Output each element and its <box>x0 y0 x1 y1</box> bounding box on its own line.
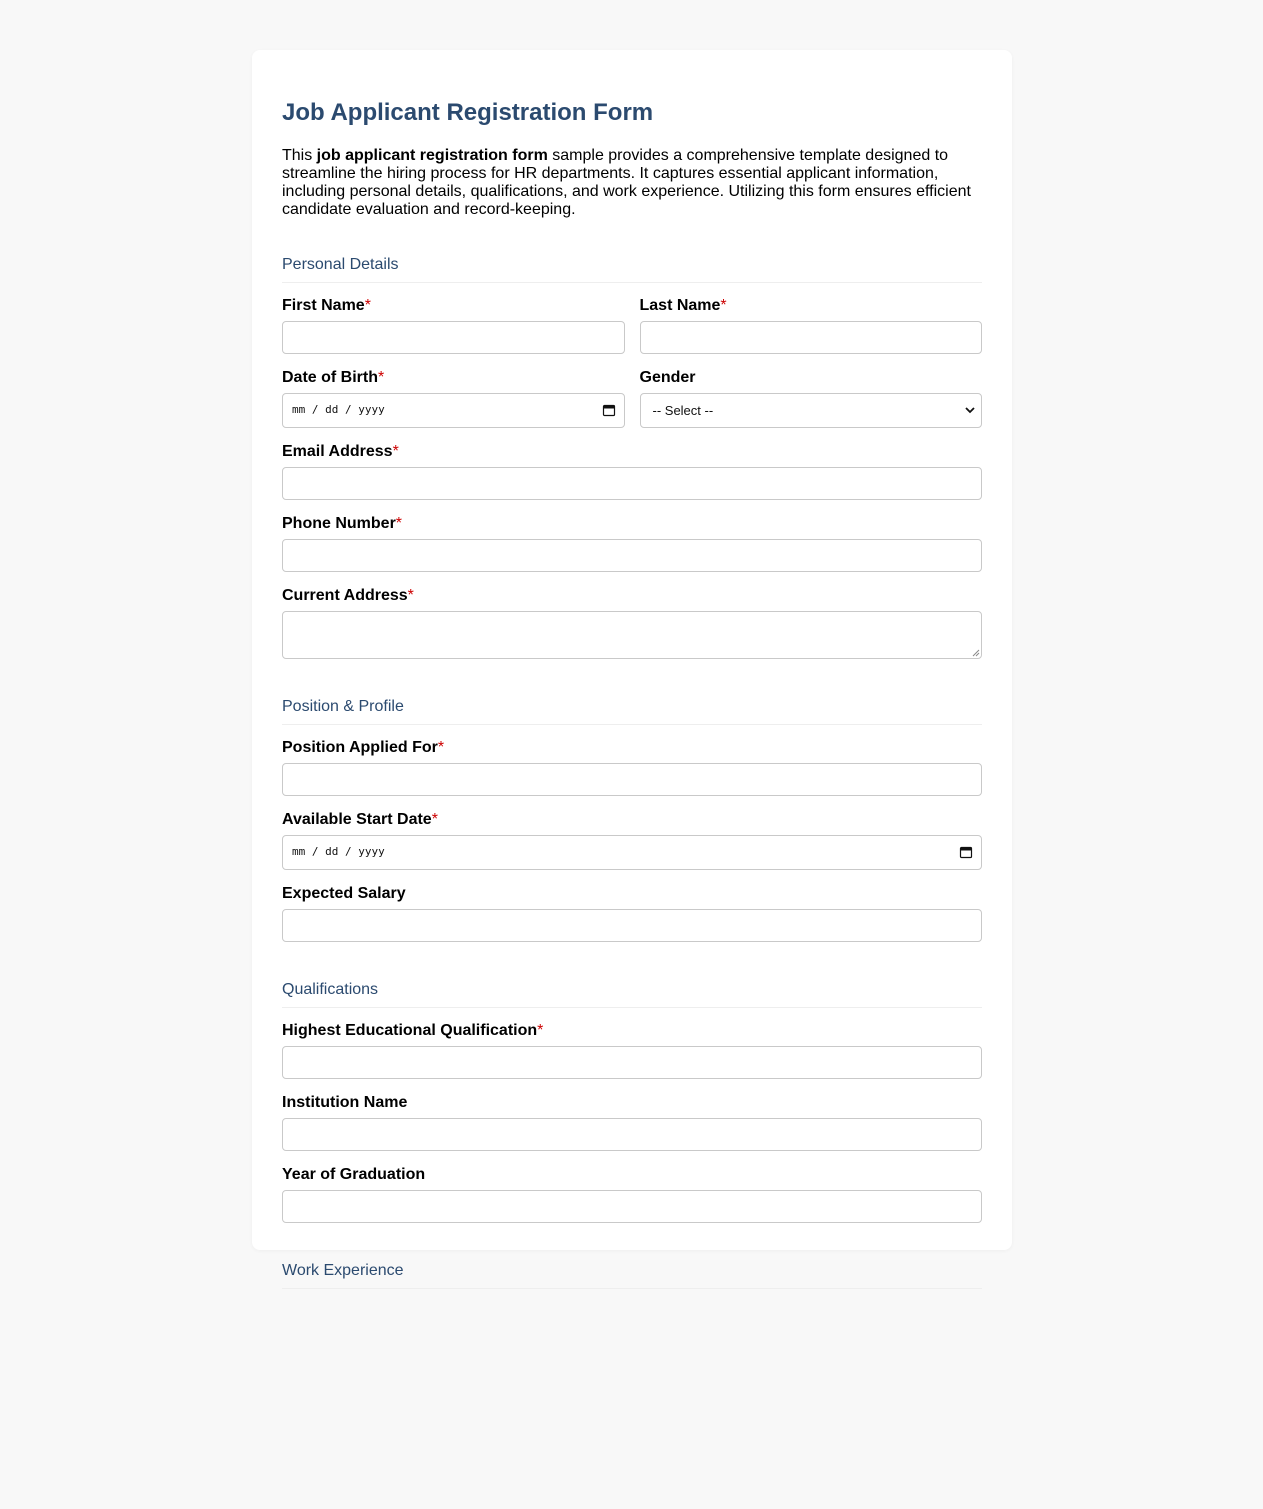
position-label-text: Position Applied For <box>282 739 438 756</box>
phone-group <box>282 514 982 572</box>
start-date-label-text: Available Start Date <box>282 811 432 828</box>
start-date-input[interactable] <box>282 835 982 870</box>
last-name-label <box>640 296 983 316</box>
first-name-group <box>282 296 625 354</box>
address-label <box>282 586 982 606</box>
email-group <box>282 442 982 500</box>
dob-placeholder: mm / dd / yyyy <box>292 403 385 416</box>
start-date-label <box>282 810 982 830</box>
intro-text <box>282 147 982 219</box>
gender-group <box>640 368 983 428</box>
institution-label: Institution Name <box>282 1094 408 1111</box>
chevron-down-icon <box>965 406 975 414</box>
phone-field[interactable] <box>282 539 982 572</box>
graduation-year-label: Year of Graduation <box>282 1166 426 1183</box>
gender-select[interactable] <box>640 393 983 428</box>
address-textarea[interactable] <box>282 611 982 659</box>
dob-group <box>282 368 625 428</box>
start-date-placeholder: mm / dd / yyyy <box>292 845 385 858</box>
institution-group <box>282 1093 982 1151</box>
dob-label-text: Date of Birth <box>282 369 378 386</box>
section-title-personal: Personal Details <box>282 255 982 283</box>
last-name-group <box>640 296 983 354</box>
last-name-input[interactable] <box>640 321 983 354</box>
first-name-input[interactable] <box>282 321 625 354</box>
phone-label <box>282 514 982 534</box>
gender-label: Gender <box>639 369 696 386</box>
institution-input[interactable] <box>282 1118 982 1151</box>
section-title-qualifications: Qualifications <box>282 980 982 1008</box>
name-row <box>282 296 982 368</box>
required-marker: * <box>364 297 371 314</box>
education-group <box>282 1021 982 1079</box>
address-label-text: Current Address <box>282 587 408 604</box>
calendar-icon[interactable] <box>603 404 615 416</box>
resize-handle-icon[interactable] <box>972 649 980 657</box>
salary-label: Expected Salary <box>282 885 406 902</box>
section-title-experience: Work Experience <box>282 1261 982 1289</box>
section-spacer <box>282 673 982 697</box>
required-marker: * <box>437 739 445 756</box>
email-label <box>282 442 982 462</box>
graduation-year-input[interactable] <box>282 1190 982 1223</box>
required-marker: * <box>407 587 414 604</box>
position-input[interactable] <box>282 763 982 796</box>
dob-gender-row <box>282 368 982 442</box>
form-card <box>252 50 1012 1279</box>
page-title: Job Applicant Registration Form <box>282 99 654 126</box>
email-field[interactable] <box>282 467 982 500</box>
section-spacer <box>282 1237 982 1261</box>
salary-input[interactable] <box>282 909 982 942</box>
graduation-year-group <box>282 1165 982 1223</box>
dob-label <box>282 368 625 388</box>
email-label-text: Email Address <box>282 443 393 460</box>
section-title-position: Position & Profile <box>282 697 982 725</box>
education-label-text: Highest Educational Qualification <box>282 1022 538 1039</box>
salary-group <box>282 884 982 942</box>
phone-label-text: Phone Number <box>282 515 396 532</box>
education-input[interactable] <box>282 1046 982 1079</box>
intro-bold: job applicant registration form <box>316 147 548 164</box>
required-marker: * <box>537 1022 544 1039</box>
required-marker: * <box>431 811 438 828</box>
section-spacer <box>282 956 982 980</box>
dob-date-input[interactable] <box>282 393 625 428</box>
position-label <box>282 738 982 758</box>
calendar-icon[interactable] <box>960 846 972 858</box>
intro-prefix: This <box>282 147 317 164</box>
address-group <box>282 586 982 659</box>
required-marker: * <box>378 369 385 386</box>
last-name-label-text: Last Name <box>639 297 721 314</box>
position-group <box>282 738 982 796</box>
gender-selected-value: -- Select -- <box>652 403 714 418</box>
required-marker: * <box>392 443 399 460</box>
required-marker: * <box>395 515 403 532</box>
start-date-group <box>282 810 982 870</box>
education-label <box>282 1021 982 1041</box>
intro-suffix: sample provides a comprehensive template designed to streamline the hiring process for HR departments. It captures essential applicant information, including personal details, qualifications, and work experience. Utilizing this form ensures efficient candidate evaluation and record-keeping. <box>282 147 971 218</box>
first-name-label <box>282 296 625 316</box>
required-marker: * <box>720 297 727 314</box>
first-name-label-text: First Name <box>282 297 365 314</box>
